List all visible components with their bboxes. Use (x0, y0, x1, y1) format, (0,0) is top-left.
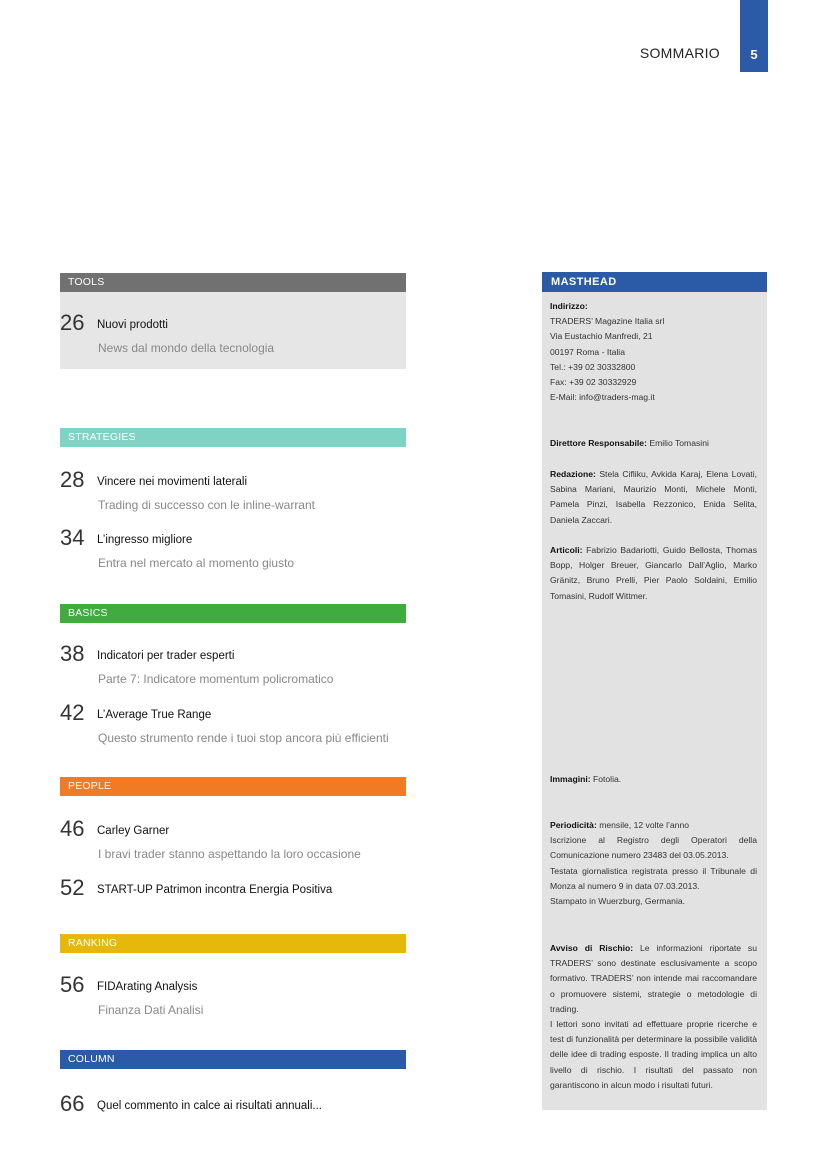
section-label: TOOLS (68, 276, 105, 288)
section-bar-basics (60, 604, 406, 623)
address-line: Fax: +39 02 30332929 (550, 377, 637, 388)
entry-page-number: 28 (60, 467, 85, 492)
entry-subtitle: I bravi trader stanno aspettando la loro occasione (98, 847, 361, 861)
page-number: 5 (750, 47, 758, 62)
entry-subtitle: Questo strumento rende i tuoi stop ancora più efficienti (98, 731, 389, 745)
registration-line: Iscrizione al Registro degli Operatori della Comunicazione numero 23483 del 03.05.2013. (550, 835, 757, 861)
entry-title: Carley Garner (97, 825, 170, 837)
entry-title: Quel commento in calce ai risultati annuali... (97, 1100, 322, 1112)
images-credit: Fotolia. (590, 774, 622, 784)
section-bar-ranking (60, 934, 406, 953)
masthead-periodicity (550, 818, 757, 909)
masthead-articles (550, 543, 757, 604)
address-line: 00197 Roma - Italia (550, 346, 625, 357)
entry-subtitle: Trading di successo con le inline-warrant (98, 498, 315, 512)
entry-page-number: 46 (60, 816, 85, 841)
entry-title: Indicatori per trader esperti (97, 650, 235, 662)
entry-subtitle: News dal mondo della tecnologia (98, 341, 275, 355)
section-label: COLUMN (68, 1053, 115, 1065)
entry-title: FIDArating Analysis (97, 981, 198, 993)
masthead-editorial (550, 467, 757, 528)
periodicity-text: mensile, 12 volte l’anno (596, 820, 690, 830)
entry-title: Vincere nei movimenti laterali (97, 476, 247, 488)
section-label: BASICS (68, 607, 108, 619)
entry-title: L’ingresso migliore (97, 534, 193, 546)
entry-subtitle: Finanza Dati Analisi (98, 1003, 204, 1017)
section-label: PEOPLE (68, 780, 112, 792)
editorial-names: Stela Cifliku, Avkida Karaj, Elena Lovati, Sabina Mariani, Maurizio Monti, Michele Monti, Pamela Pinzi, Isabella Rezzonico, Enida Selita, Daniela Zaccari. (550, 469, 757, 525)
section-bar-people (60, 777, 406, 796)
address-line: Tel.: +39 02 30332800 (550, 361, 636, 372)
registration-line: Testata giornalistica registrata presso il Tribunale di Monza al numero 9 in data 07.03.2013. (550, 865, 757, 891)
articles-names: Fabrizio Badariotti, Guido Bellosta, Thomas Bopp, Holger Breuer, Giancarlo Dall’Aglio, Marko Gränitz, Bruno Prelli, Pier Paolo Soldaini, Emilio Tomasini, Rudolf Wittmer. (550, 545, 757, 601)
entry-title: Nuovi prodotti (97, 319, 168, 331)
images-label: Immagini: (550, 774, 591, 784)
section-label: RANKING (68, 937, 118, 949)
masthead-risk-notice (550, 941, 757, 1017)
printing-line: Stampato in Wuerzburg, Germania. (550, 896, 686, 907)
page-number-tab (740, 0, 768, 72)
email-line[interactable]: E-Mail: info@traders-mag.it (550, 392, 655, 403)
director-name: Emilio Tomasini (646, 438, 709, 448)
section-bar-strategies (60, 428, 406, 447)
masthead-address (550, 299, 757, 405)
entry-page-number: 38 (60, 641, 85, 666)
articles-label: Articoli: (550, 545, 583, 555)
risk-label: Avviso di Rischio: (550, 943, 634, 953)
entry-page-number: 34 (60, 525, 85, 550)
entry-subtitle: Entra nel mercato al momento giusto (98, 556, 295, 570)
section-label: STRATEGIES (68, 431, 136, 443)
entry-page-number: 56 (60, 972, 85, 997)
address-label: Indirizzo: (550, 301, 588, 311)
periodicity-label: Periodicità: (550, 820, 597, 830)
address-line: Via Eustachio Manfredi, 21 (550, 331, 653, 342)
section-bar-column (60, 1050, 406, 1069)
entry-page-number: 52 (60, 875, 85, 900)
masthead-title: MASTHEAD (551, 276, 617, 288)
director-label: Direttore Responsabile: (550, 438, 647, 448)
masthead-header (542, 272, 767, 292)
section-bar-tools (60, 273, 406, 292)
address-line: TRADERS’ Magazine Italia srl (550, 316, 665, 327)
entry-page-number: 66 (60, 1091, 85, 1116)
masthead-director (550, 436, 757, 451)
entry-subtitle: Parte 7: Indicatore momentum policromatico (98, 672, 334, 686)
entry-title: START-UP Patrimon incontra Energia Positiva (97, 884, 333, 896)
masthead-images (550, 772, 757, 787)
page-section-title: SOMMARIO (639, 45, 720, 61)
entry-title: L’Average True Range (97, 709, 212, 721)
editorial-label: Redazione: (550, 469, 596, 479)
risk-text: Le informazioni riportate su TRADERS’ sono destinate esclusivamente a scopo formativo. TRADERS’ non intende mai raccomandare o promuovere sistemi, strategie o metodologie di trading. (550, 943, 757, 1014)
masthead-risk-notice-2 (550, 1017, 757, 1093)
risk-text-2: I lettori sono invitati ad effettuare proprie ricerche e test di funzionalità per determinare la possibile validità delle idee di trading esposte. Il trading implica un alto livello di rischio. I risultati del passato non garantiscono in alcun modo i risultati futuri. (550, 1019, 757, 1090)
entry-page-number: 42 (60, 700, 85, 725)
entry-page-number: 26 (60, 310, 85, 335)
